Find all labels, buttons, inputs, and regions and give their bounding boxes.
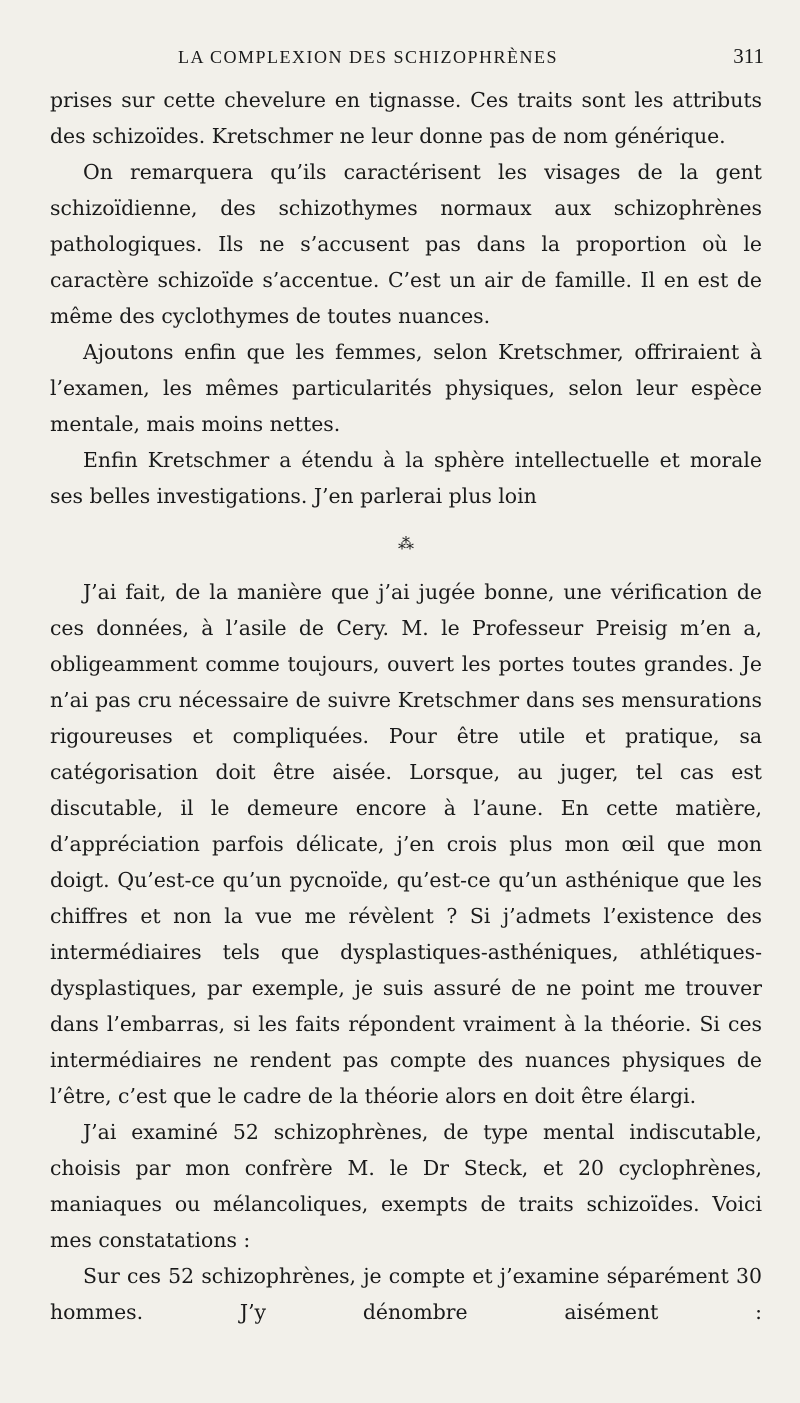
paragraph: prises sur cette chevelure en tignasse. Ces traits sont les attributs des schizoïdes. Kretschmer ne leur donne pas de nom générique. [50,88,762,148]
section-separator-asterism: ⁂ [398,534,414,553]
body-text [50,82,762,1330]
page-number: 311 [733,44,764,68]
paragraph: Sur ces 52 schizophrènes, je compte et j’examine séparément 30 hommes. J’y dénombre aisément : [50,1264,762,1324]
paragraph: On remarquera qu’ils caractérisent les visages de la gent schizoïdienne, des schizothymes normaux aux schizophrènes pathologiques. Ils ne s’accusent pas dans la proportion où le caractère schizoïde s’accentue. C’est un air de famille. Il en est de même des cyclothymes de toutes nuances. [50,160,762,328]
running-title: LA COMPLEXION DES SCHIZOPHRÈNES [178,47,559,67]
page-header [178,44,764,69]
paragraph: J’ai fait, de la manière que j’ai jugée bonne, une vérification de ces données, à l’asile de Cery. M. le Professeur Preisig m’en a, obligeamment comme toujours, ouvert les portes toutes grandes. Je n’ai pas cru nécessaire de suivre Kretschmer dans ses mensurations rigoureuses et compliquées. Pour être utile et pratique, sa catégorisation doit être aisée. Lorsque, au juger, tel cas est discutable, il le demeure encore à l’aune. En cette matière, d’appréciation parfois délicate, j’en crois plus mon œil que mon doigt. Qu’est-ce qu’un pycnoïde, qu’est-ce qu’un asthénique que les chiffres et non la vue me révèlent ? Si j’admets l’existence des intermédiaires tels que dysplastiques-asthéniques, athlétiques-dysplastiques, par exemple, je suis assuré de ne point me trouver dans l’embarras, si les faits répondent vraiment à la théorie. Si ces intermédiaires ne rendent pas compte des nuances physiques de l’être, c’est que le cadre de la théorie alors en doit être élargi. [50,580,762,1108]
paragraph: J’ai examiné 52 schizophrènes, de type mental indiscutable, choisis par mon confrère M. le Dr Steck, et 20 cyclophrènes, maniaques ou mélancoliques, exempts de traits schizoïdes. Voici mes constatations : [50,1120,762,1252]
paragraph: Enfin Kretschmer a étendu à la sphère intellectuelle et morale ses belles investigations. J’en parlerai plus loin [50,448,762,508]
paragraph: Ajoutons enfin que les femmes, selon Kretschmer, offriraient à l’examen, les mêmes particularités physiques, selon leur espèce mentale, mais moins nettes. [50,340,762,436]
